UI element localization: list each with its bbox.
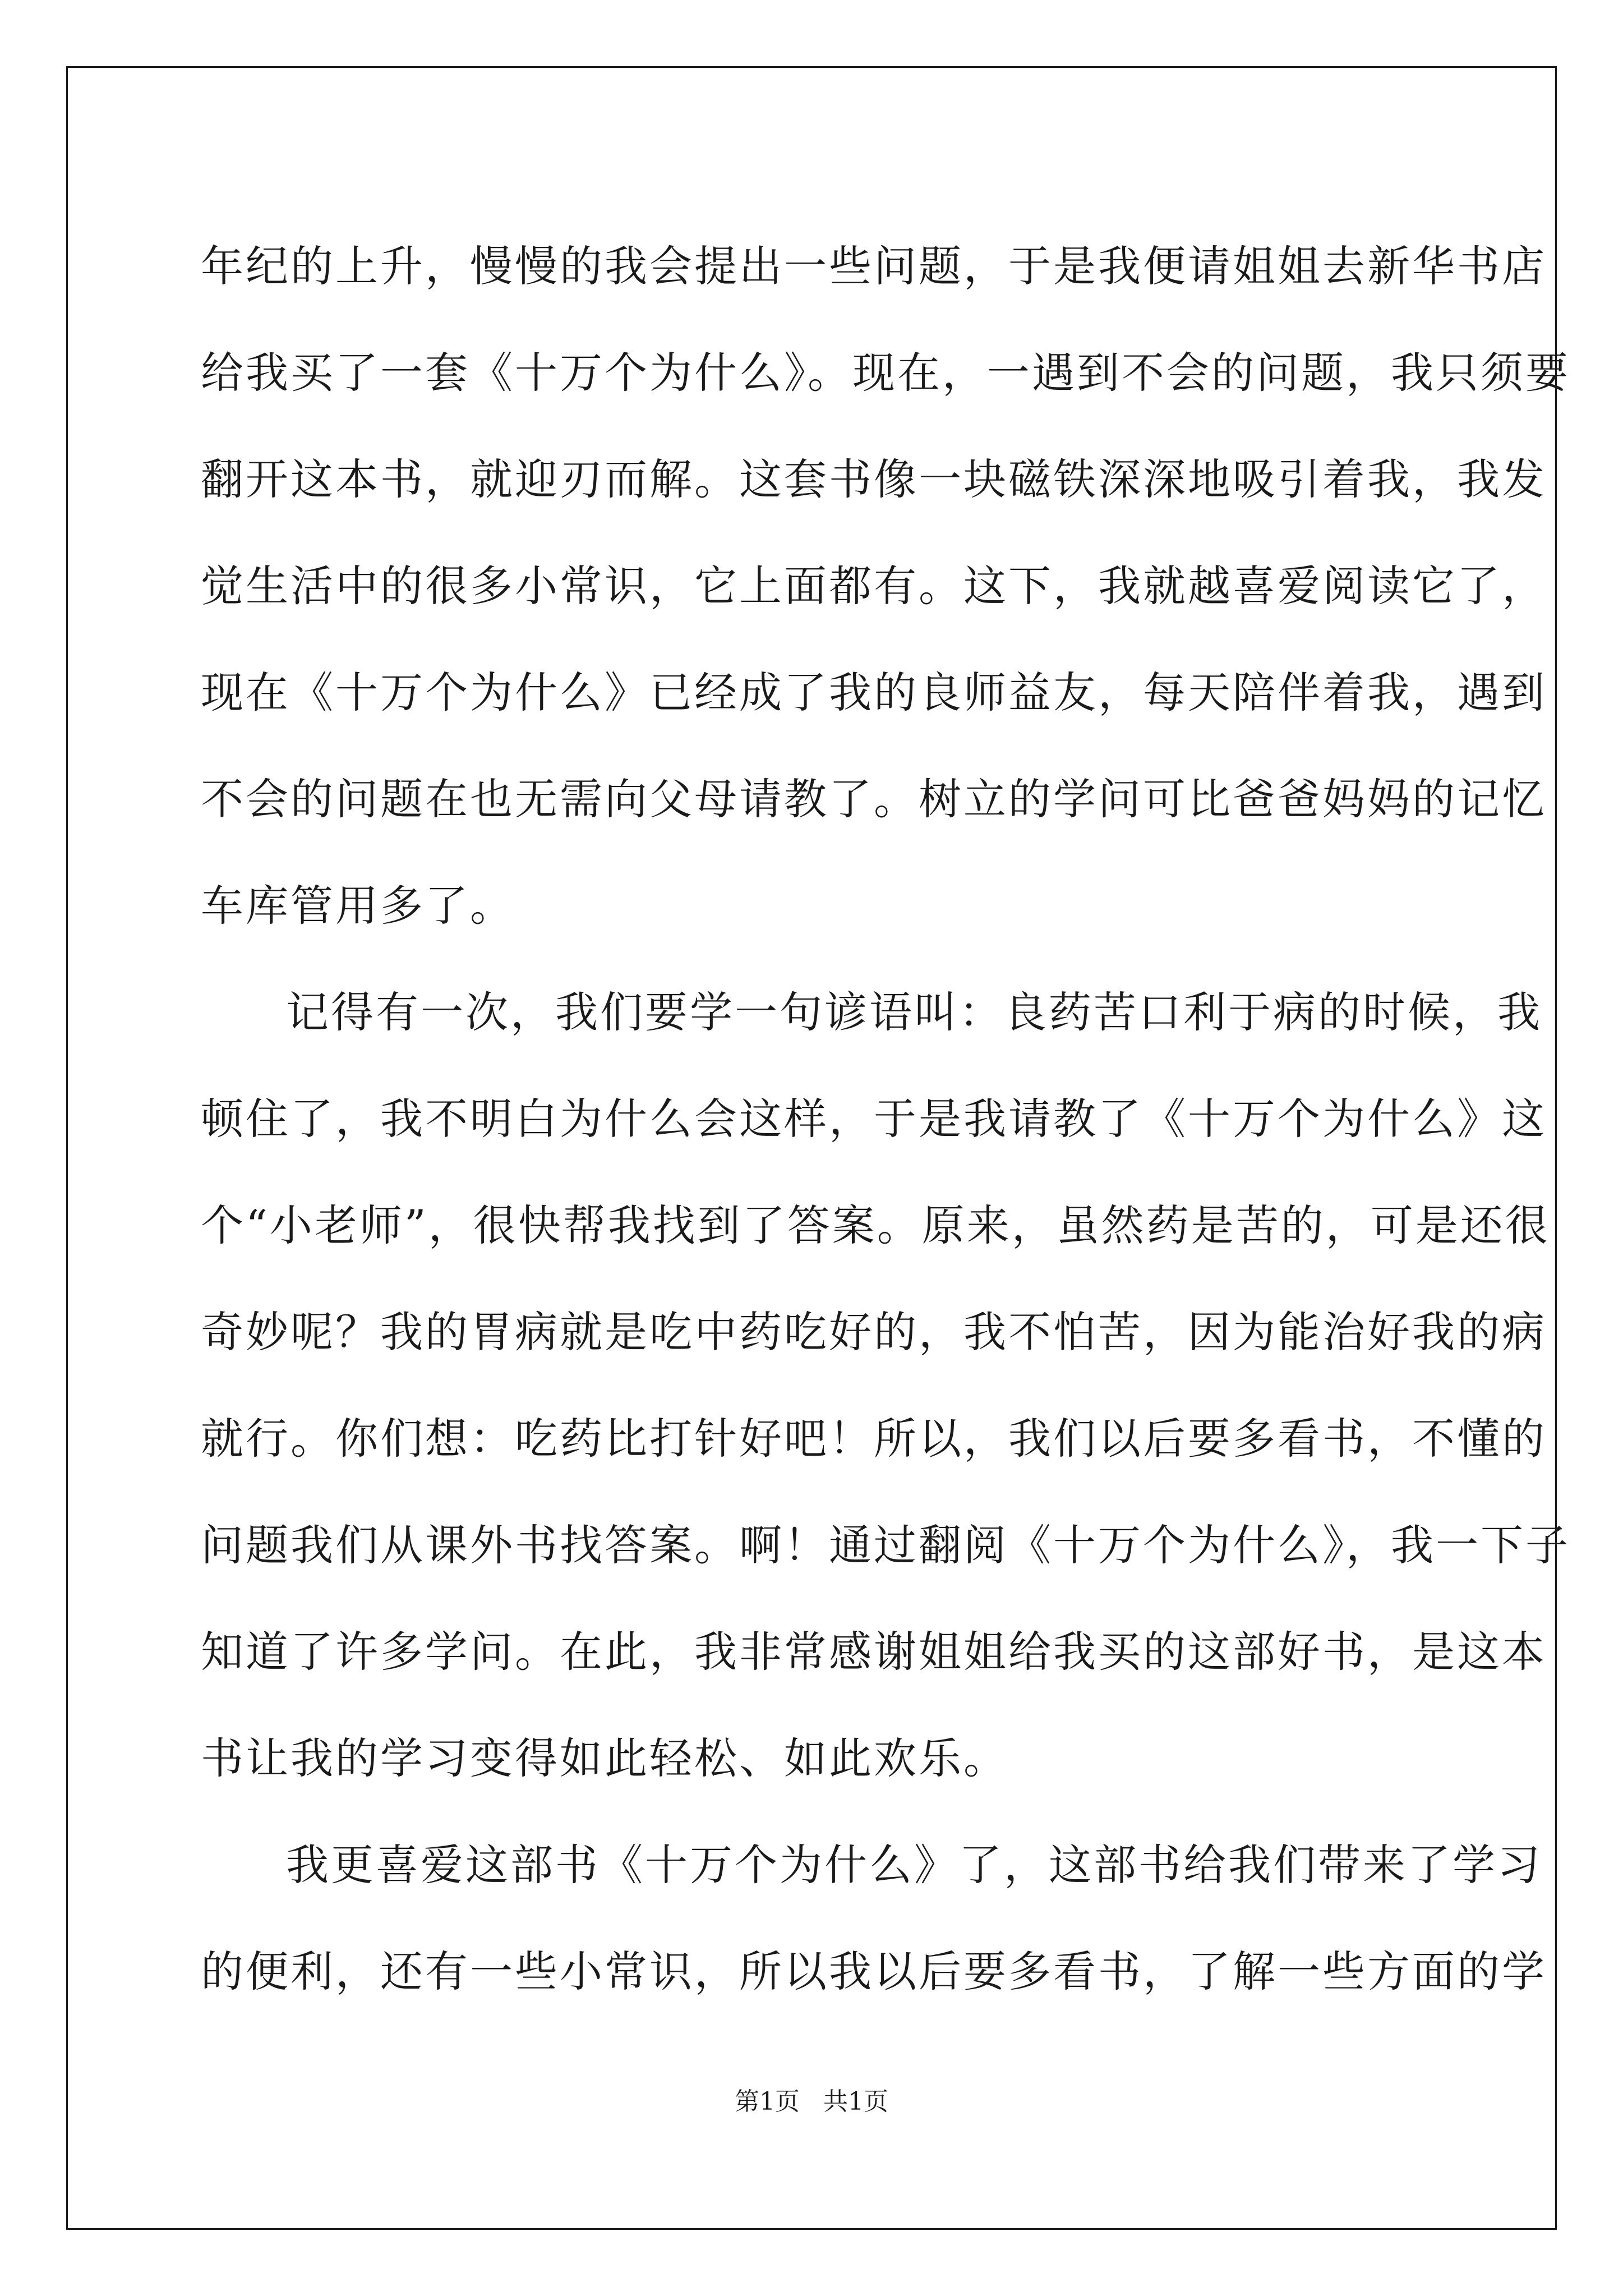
text-line: 翻开这本书，就迎刃而解。这套书像一块磁铁深深地吸引着我，我发 [201, 454, 1547, 504]
text-line: 问题我们从课外书找答案。啊！通过翻阅《十万个为什么》，我一下子 [201, 1520, 1570, 1570]
text-line: 我更喜爱这部书《十万个为什么》了，这部书给我们带来了学习 [286, 1840, 1542, 1890]
text-line: 觉生活中的很多小常识，它上面都有。这下，我就越喜爱阅读它了， [201, 561, 1547, 611]
page-number: 第1页 [735, 2087, 800, 2116]
text-line: 书让我的学习变得如此轻松、如此欢乐。 [201, 1733, 1008, 1783]
text-line: 个“小老师”，很快帮我找到了答案。原来，虽然药是苦的，可是还很 [201, 1200, 1550, 1250]
text-line: 的便利，还有一些小常识，所以我以后要多看书，了解一些方面的学 [201, 1947, 1547, 1996]
text-line: 年纪的上升，慢慢的我会提出一些问题，于是我便请姐姐去新华书店 [201, 241, 1547, 291]
text-line: 给我买了一套《十万个为什么》。现在，一遇到不会的问题，我只须要 [201, 348, 1570, 398]
document-body [201, 213, 1570, 2025]
text-line: 知道了许多学问。在此，我非常感谢姐姐给我买的这部好书，是这本 [201, 1627, 1547, 1677]
page-total: 共1页 [823, 2087, 888, 2116]
text-line: 车库管用多了。 [201, 881, 515, 931]
text-line: 不会的问题在也无需向父母请教了。树立的学问可比爸爸妈妈的记忆 [201, 774, 1547, 824]
page-footer [0, 2081, 1623, 2117]
text-line: 记得有一次，我们要学一句谚语叫：良药苦口利于病的时候，我 [286, 987, 1542, 1037]
text-line: 奇妙呢？我的胃病就是吃中药吃好的，我不怕苦，因为能治好我的病 [201, 1307, 1547, 1357]
text-line: 现在《十万个为什么》已经成了我的良师益友，每天陪伴着我，遇到 [201, 668, 1547, 717]
text-line: 顿住了，我不明白为什么会这样，于是我请教了《十万个为什么》这 [201, 1094, 1547, 1144]
text-line: 就行。你们想：吃药比打针好吧！所以，我们以后要多看书，不懂的 [201, 1414, 1547, 1464]
